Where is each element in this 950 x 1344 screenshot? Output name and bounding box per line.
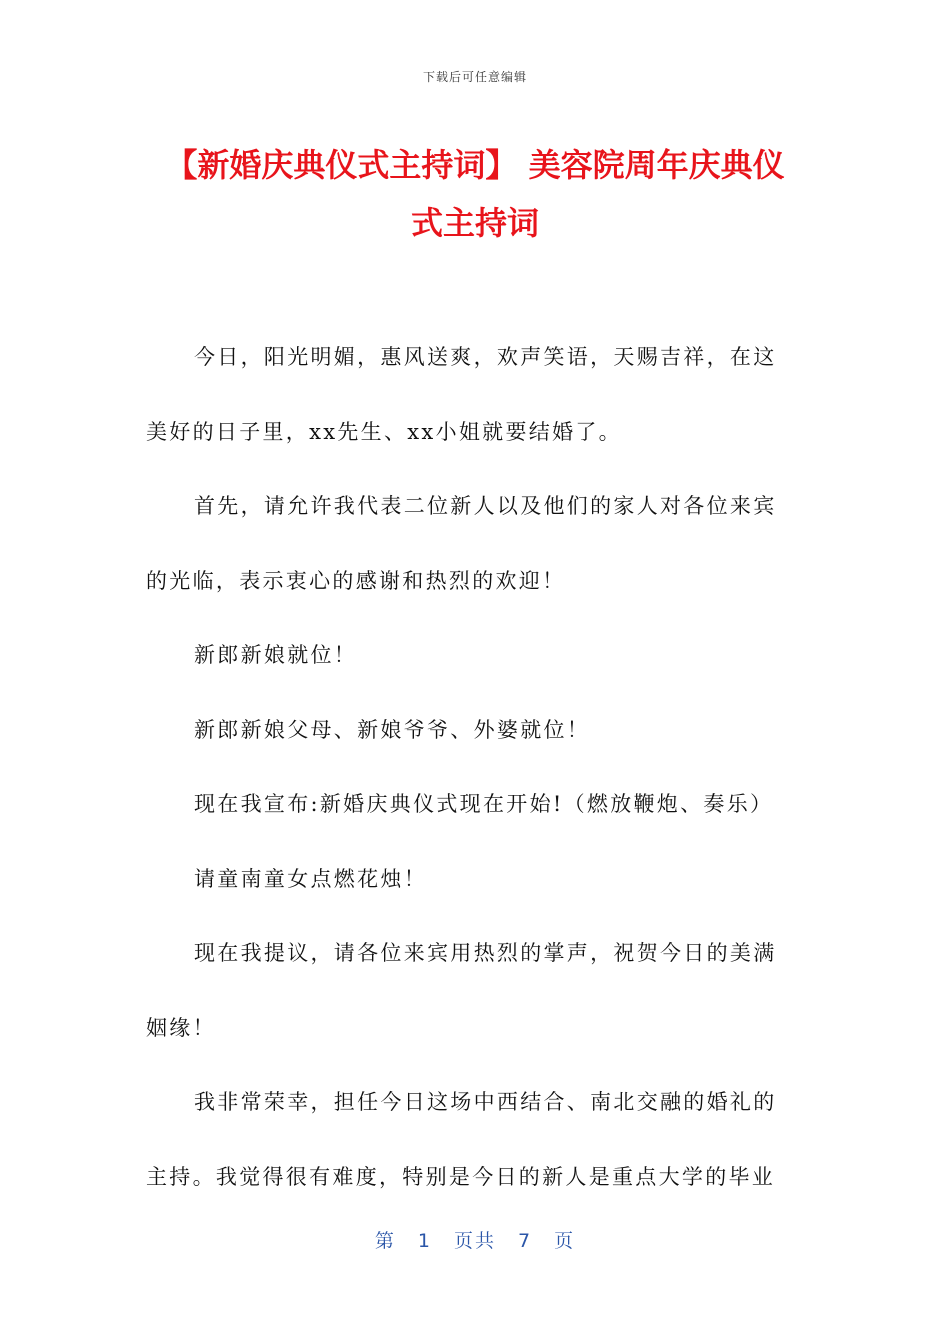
paragraph: 请童南童女点燃花烛！ — [194, 866, 427, 891]
page-number: 第 1 页共 7 页 — [374, 1230, 576, 1252]
paragraph: 首先，请允许我代表二位新人以及他们的家人对各位来宾的光临，表示衷心的感谢和热烈的欢迎！ — [146, 494, 777, 593]
paragraph: 新郎新娘就位！ — [194, 643, 358, 667]
paragraph: 今日，阳光明媚，惠风送爽，欢声笑语，天赐吉祥，在这美好的日子里，xx先生、xx小姐就要结婚了。 — [146, 345, 777, 444]
document-body — [146, 320, 796, 1214]
paragraph: 现在我宣布:新婚庆典仪式现在开始!（燃放鞭炮、奏乐） — [194, 792, 774, 816]
paragraph: 新郎新娘父母、新娘爷爷、外婆就位！ — [194, 717, 591, 742]
paragraph: 我非常荣幸，担任今日这场中西结合、南北交融的婚礼的主持。我觉得很有难度，特别是今日的新人是重点大学的毕业 — [146, 1090, 777, 1189]
paragraph: 现在我提议，请各位来宾用热烈的掌声，祝贺今日的美满姻缘！ — [146, 941, 777, 1040]
document-title: 【新婚庆典仪式主持词】 美容院周年庆典仪式主持词 — [165, 146, 785, 242]
header-note: 下载后可任意编辑 — [422, 70, 527, 84]
